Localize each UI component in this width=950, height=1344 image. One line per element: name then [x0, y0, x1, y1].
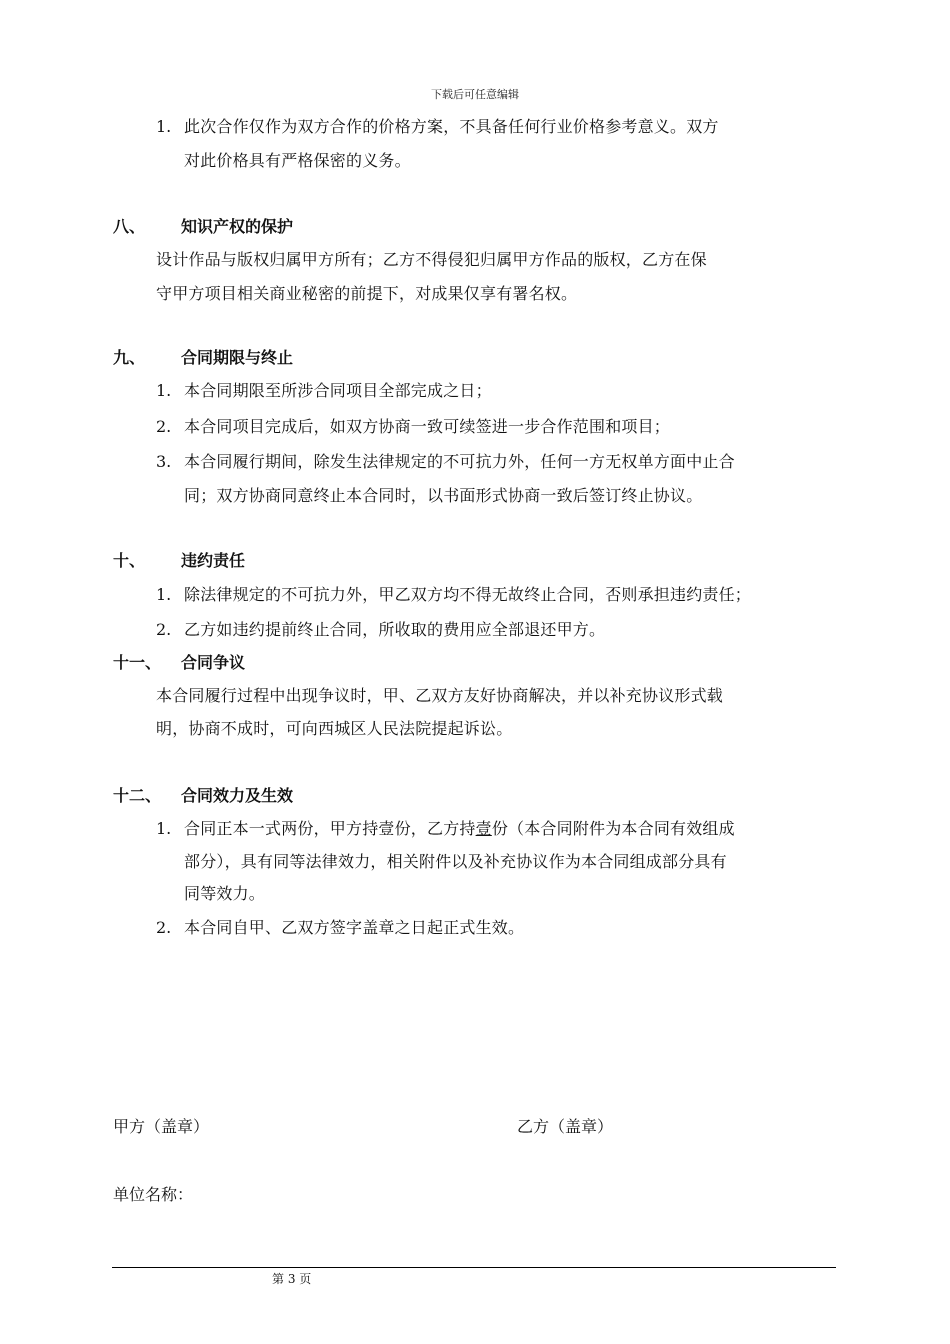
list-item-text: 除法律规定的不可抗力外，甲乙双方均不得无故终止合同，否则承担违约责任； — [184, 585, 752, 604]
section-title: 违约责任 — [181, 551, 246, 570]
list-number: 2. — [156, 620, 172, 639]
section-number: 十二、 — [113, 786, 162, 805]
list-item-text: 同等效力。 — [184, 884, 266, 903]
section-number: 九、 — [113, 348, 146, 367]
list-item-text: 部分），具有同等法律效力，相关附件以及补充协议作为本合同组成部分具有 — [184, 852, 727, 871]
section-title: 合同效力及生效 — [181, 786, 294, 805]
section-title: 合同期限与终止 — [181, 348, 294, 367]
paragraph-line: 本合同履行过程中出现争议时，甲、乙双方友好协商解决，并以补充协议形式载 — [156, 686, 724, 705]
list-item-text: 本合同履行期间，除发生法律规定的不可抗力外，任何一方无权单方面中止合 — [184, 452, 735, 471]
section-title: 知识产权的保护 — [181, 217, 294, 236]
footer-divider — [112, 1267, 836, 1268]
paragraph-line: 对此价格具有严格保密的义务。 — [184, 151, 411, 170]
paragraph-line: 守甲方项目相关商业秘密的前提下，对成果仅享有署名权。 — [156, 284, 578, 303]
list-item-text — [184, 819, 735, 839]
underlined-text: 壹 — [475, 819, 492, 838]
text-run: 合同正本一式两份，甲方持壹份，乙方持 — [184, 819, 476, 838]
unit-name-label: 单位名称： — [113, 1185, 194, 1204]
list-number: 1. — [156, 117, 172, 136]
text-run: 份（本合同附件为本合同有效组成 — [491, 819, 735, 838]
section-number: 八、 — [113, 217, 146, 236]
paragraph-line: 明，协商不成时，可向西城区人民法院提起诉讼。 — [156, 719, 513, 738]
section-number: 十、 — [113, 551, 146, 570]
list-item-text: 本合同期限至所涉合同项目全部完成之日； — [184, 381, 492, 400]
section-number: 十一、 — [113, 653, 162, 672]
page-header: 下载后可任意编辑 — [431, 88, 519, 101]
list-number: 3. — [156, 452, 172, 471]
party-a-seal-label: 甲方（盖章） — [113, 1117, 210, 1136]
party-b-seal-label: 乙方（盖章） — [517, 1117, 614, 1136]
list-number: 1. — [156, 585, 172, 604]
section-title: 合同争议 — [181, 653, 246, 672]
list-item-text: 同；双方协商同意终止本合同时，以书面形式协商一致后签订终止协议。 — [184, 486, 703, 505]
list-number: 1. — [156, 819, 172, 838]
paragraph-line: 此次合作仅作为双方合作的价格方案，不具备任何行业价格参考意义。双方 — [184, 117, 719, 136]
list-number: 1. — [156, 381, 172, 400]
list-item-text: 本合同自甲、乙双方签字盖章之日起正式生效。 — [184, 918, 525, 937]
list-number: 2. — [156, 417, 172, 436]
list-number: 2. — [156, 918, 172, 937]
list-item-text: 乙方如违约提前终止合同，所收取的费用应全部退还甲方。 — [184, 620, 606, 639]
page-number: 第 3 页 — [272, 1272, 312, 1286]
paragraph-line: 设计作品与版权归属甲方所有；乙方不得侵犯归属甲方作品的版权，乙方在保 — [156, 250, 707, 269]
list-item-text: 本合同项目完成后，如双方协商一致可续签进一步合作范围和项目； — [184, 417, 671, 436]
